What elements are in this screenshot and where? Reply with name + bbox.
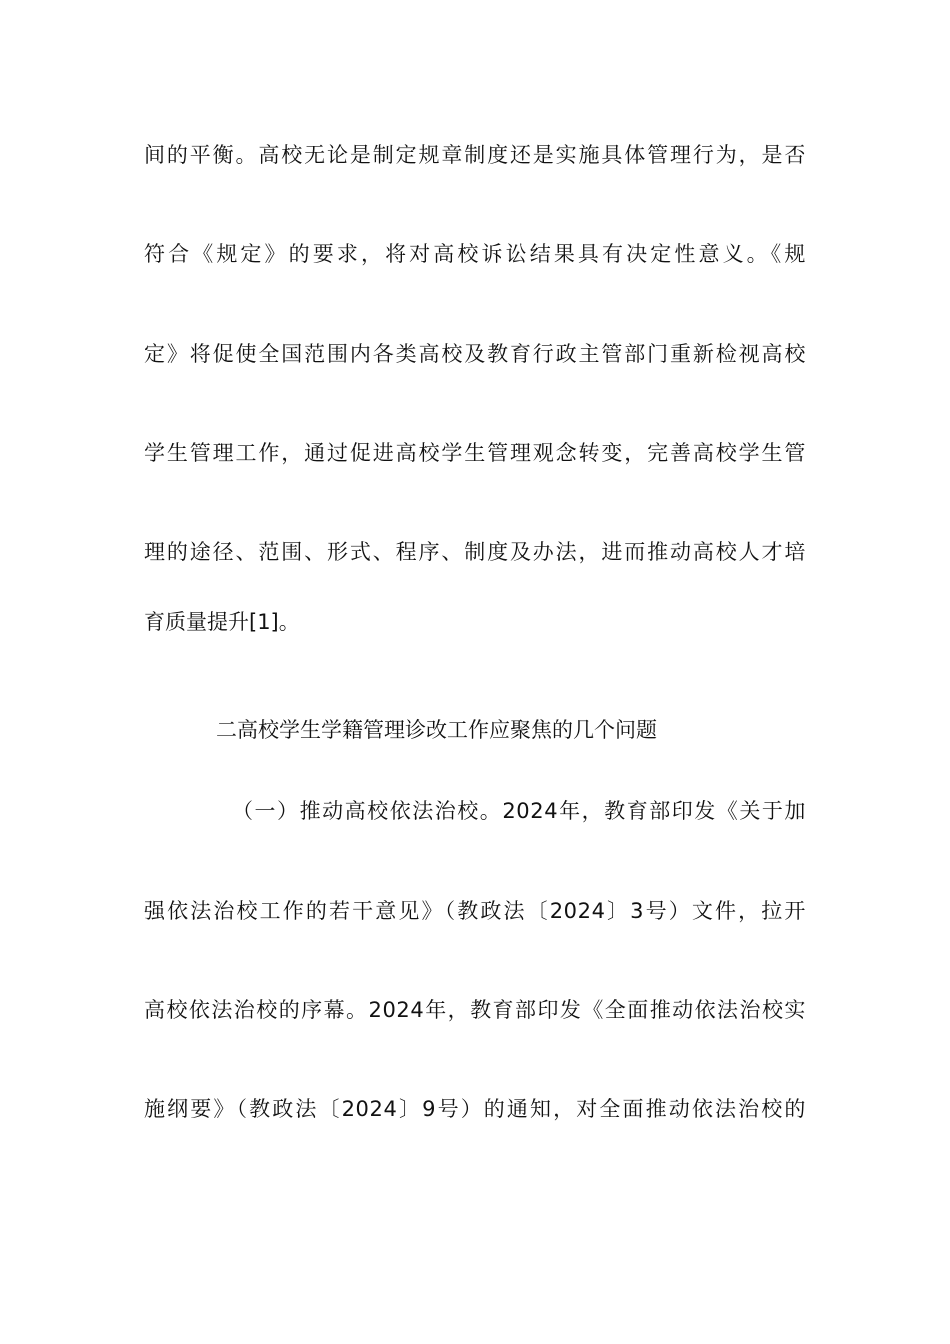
paragraph-line: （一）推动高校依法治校。2024年，教育部印发《关于加 — [232, 799, 806, 823]
section-heading: 二高校学生学籍管理诊改工作应聚焦的几个问题 — [216, 718, 657, 742]
paragraph-line: 间的平衡。高校无论是制定规章制度还是实施具体管理行为，是否 — [144, 143, 806, 167]
paragraph-line: 高校依法治校的序幕。2024年，教育部印发《全面推动依法治校实 — [144, 998, 806, 1022]
paragraph-line: 学生管理工作，通过促进高校学生管理观念转变，完善高校学生管 — [144, 441, 806, 465]
paragraph-line: 强依法治校工作的若干意见》（教政法〔2024〕3号）文件，拉开 — [144, 899, 806, 923]
paragraph-line: 理的途径、范围、形式、程序、制度及办法，进而推动高校人才培 — [144, 540, 806, 564]
paragraph-line: 施纲要》（教政法〔2024〕9号）的通知，对全面推动依法治校的 — [144, 1097, 806, 1121]
paragraph-line: 育质量提升[1]。 — [144, 610, 300, 634]
paragraph-line: 定》将促使全国范围内各类高校及教育行政主管部门重新检视高校 — [144, 342, 806, 366]
paragraph-line: 符合《规定》的要求，将对高校诉讼结果具有决定性意义。《规 — [144, 242, 806, 266]
